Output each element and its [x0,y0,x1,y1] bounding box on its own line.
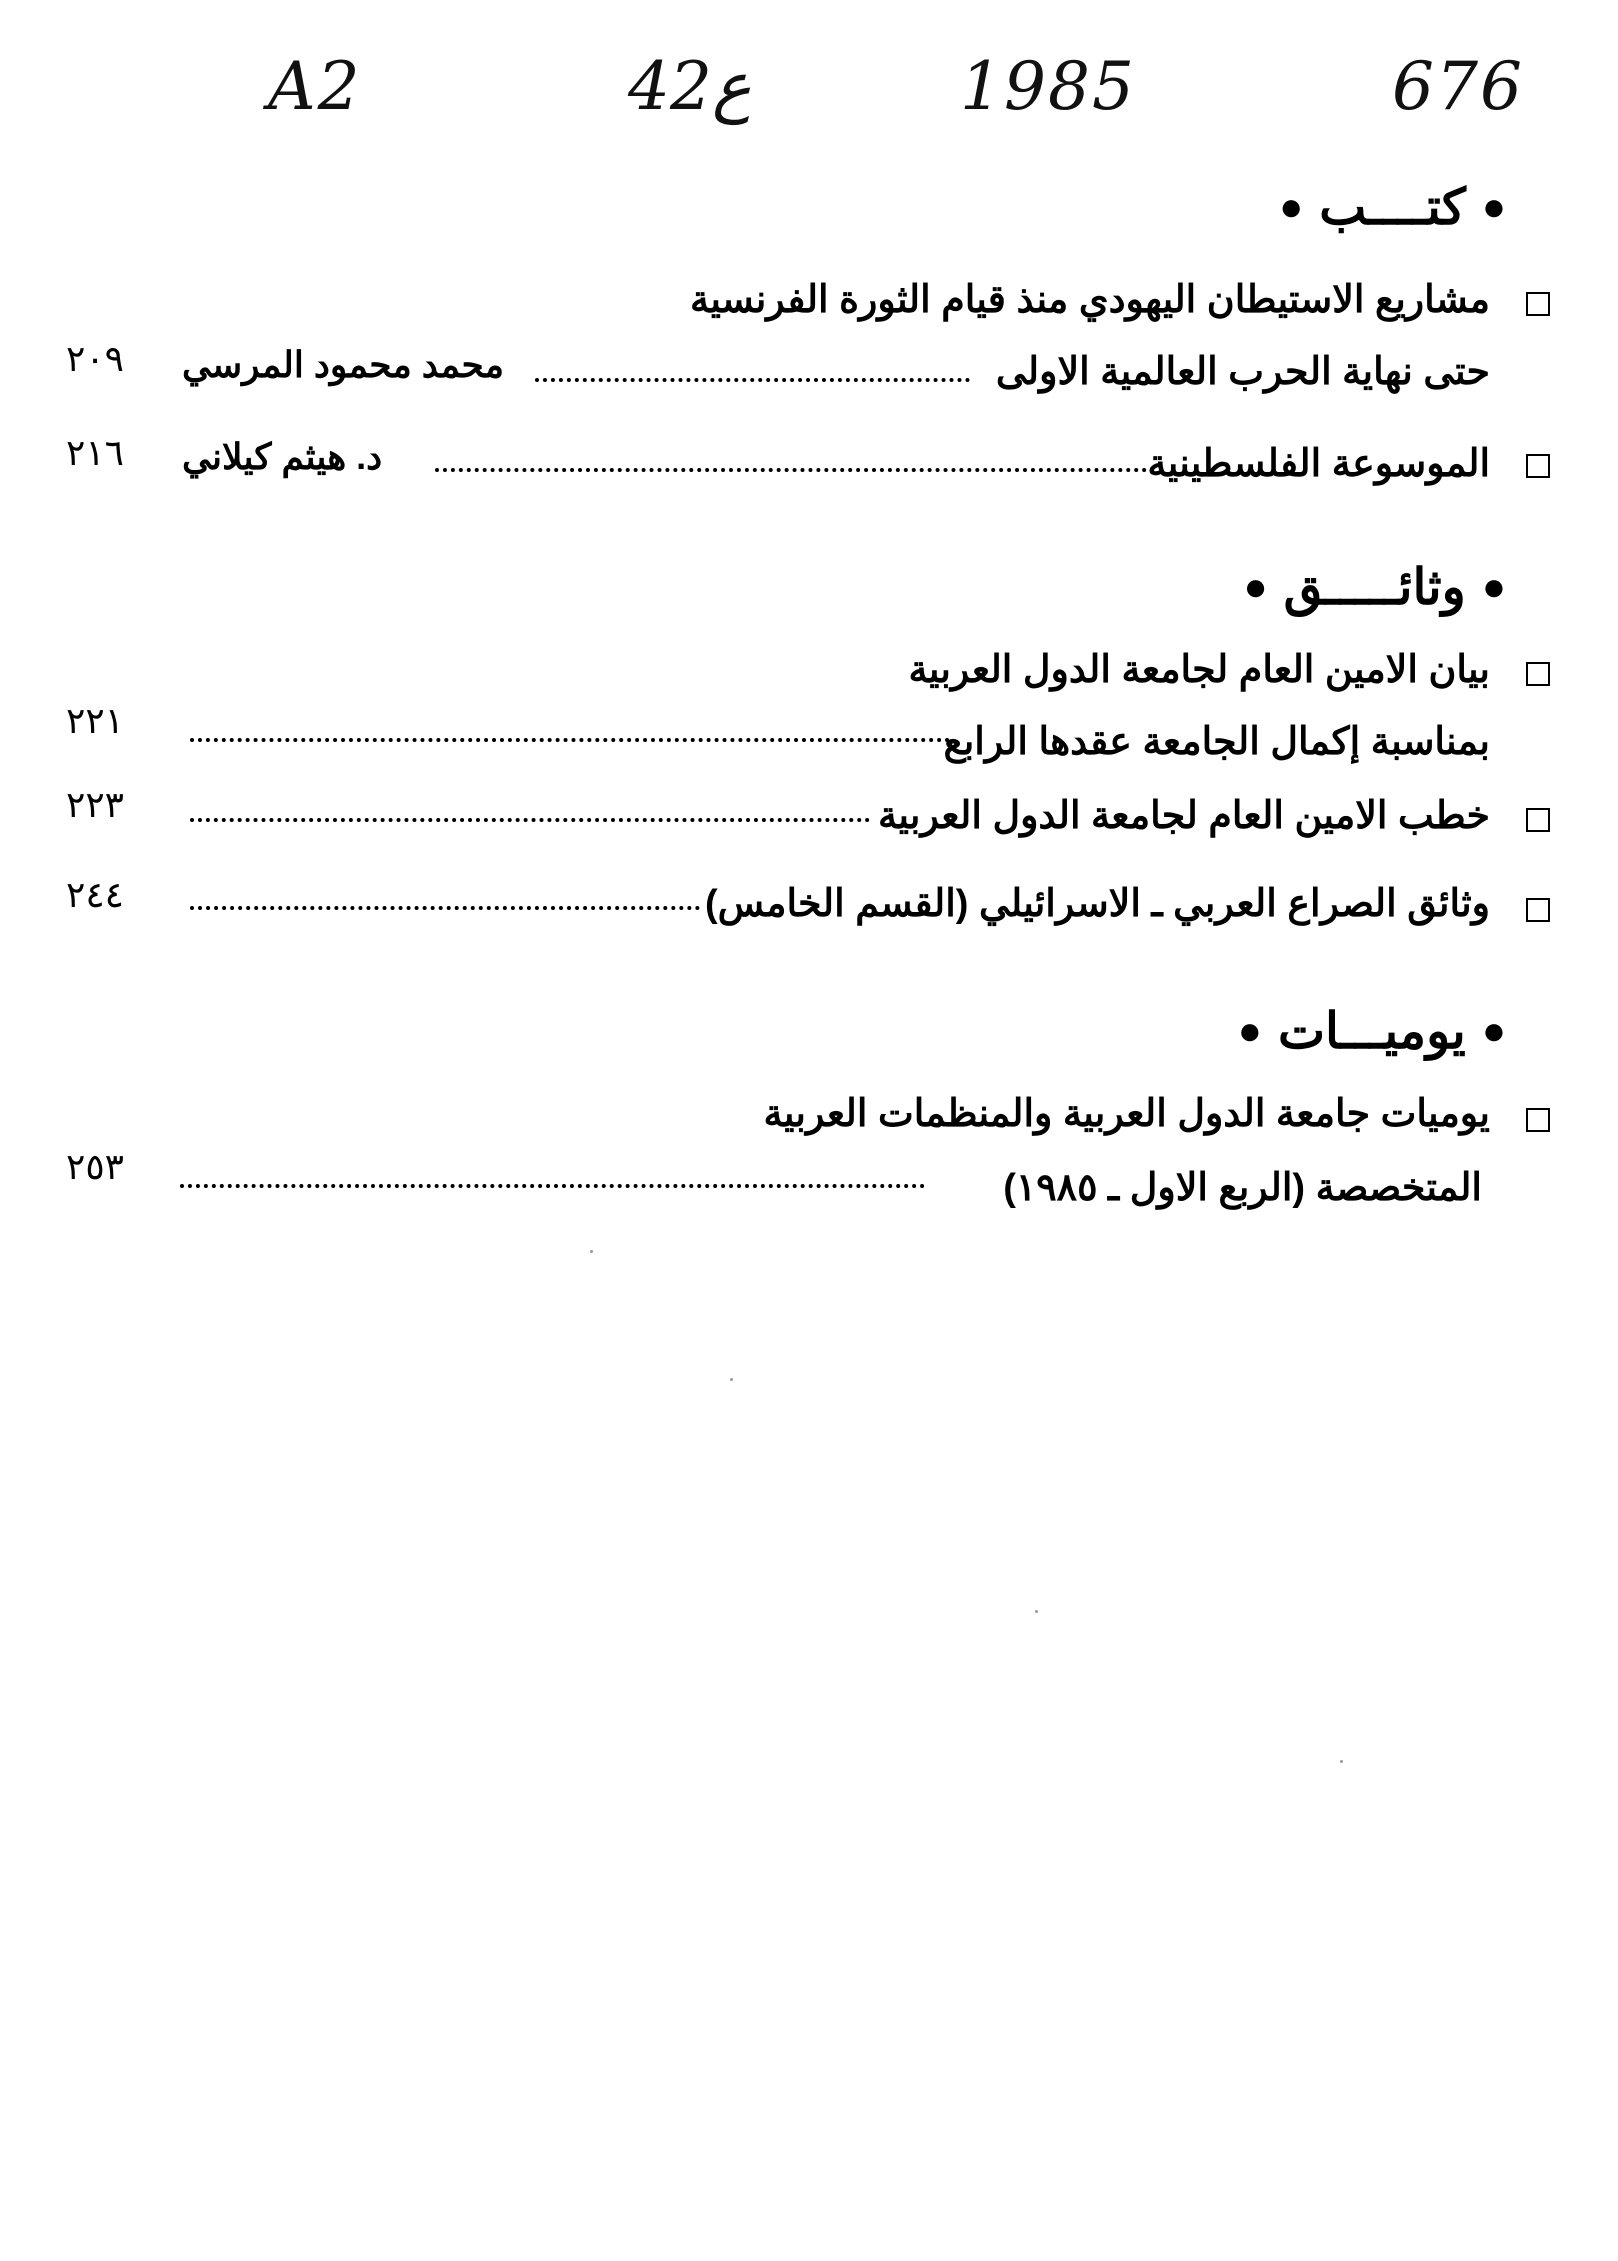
entry-title-line: خطب الامين العام لجامعة الدول العربية [878,795,1490,837]
scan-speck [730,1378,733,1381]
entry-author: د. هيثم كيلاني [182,436,383,477]
entry-title-line: وثائق الصراع العربي ـ الاسرائيلي (القسم الخامس) [704,883,1490,925]
bullet-icon: ● [1481,564,1506,609]
checkbox-icon [1526,898,1550,922]
handwritten-year: 1985 [960,48,1136,125]
leader-dots [190,810,870,822]
entry-page-number: ٢٤٤ [66,874,125,915]
leader-dots [435,460,1155,472]
checkbox-icon [1526,1108,1550,1132]
handwritten-number: 676 [1392,48,1524,125]
entry-title-line: بيان الامين العام لجامعة الدول العربية [908,649,1490,691]
bullet-icon: ● [1237,1008,1262,1053]
checkbox-icon [1526,808,1550,832]
entry-title-line: مشاريع الاستيطان اليهودي منذ قيام الثورة الفرنسية [689,279,1490,321]
section-heading-books [1263,178,1522,236]
entry-title-line: بمناسبة إكمال الجامعة عقدها الرابع [943,721,1490,763]
entry-page-number: ٢٠٩ [66,338,125,379]
section-heading-text: يوميـــات [1277,1003,1466,1059]
scan-speck [1340,1760,1343,1763]
bullet-icon: ● [1279,184,1304,229]
section-heading-diaries [1222,1002,1522,1060]
entry-page-number: ٢٢٣ [66,784,125,825]
scan-speck [1035,1610,1038,1613]
checkbox-icon [1526,662,1550,686]
section-heading-documents [1228,558,1523,616]
bullet-icon: ● [1481,184,1506,229]
handwritten-code: A2 [268,48,362,125]
leader-dots [190,730,950,742]
leader-dots [535,370,970,382]
entry-title-line: حتى نهاية الحرب العالمية الاولى [995,351,1490,393]
entry-page-number: ٢١٦ [66,432,125,473]
entry-title-line: المتخصصة (الربع الاول ـ ١٩٨٥) [1003,1167,1482,1209]
bullet-icon: ● [1481,1008,1506,1053]
section-heading-text: كتــــب [1319,179,1466,235]
entry-title-line: الموسوعة الفلسطينية [1147,443,1490,485]
checkbox-icon [1526,454,1550,478]
leader-dots [190,898,700,910]
entry-title-line: يوميات جامعة الدول العربية والمنظمات العربية [763,1093,1490,1135]
section-heading-text: وثائـــــق [1283,559,1466,615]
entry-page-number: ٢٥٣ [66,1146,125,1187]
entry-author: محمد محمود المرسي [182,344,505,385]
entry-page-number: ٢٢١ [66,700,125,741]
scan-speck [590,1250,593,1253]
handwritten-shelf-mark: 42ع [628,48,752,125]
bullet-icon: ● [1243,564,1268,609]
leader-dots [180,1176,925,1188]
checkbox-icon [1526,292,1550,316]
